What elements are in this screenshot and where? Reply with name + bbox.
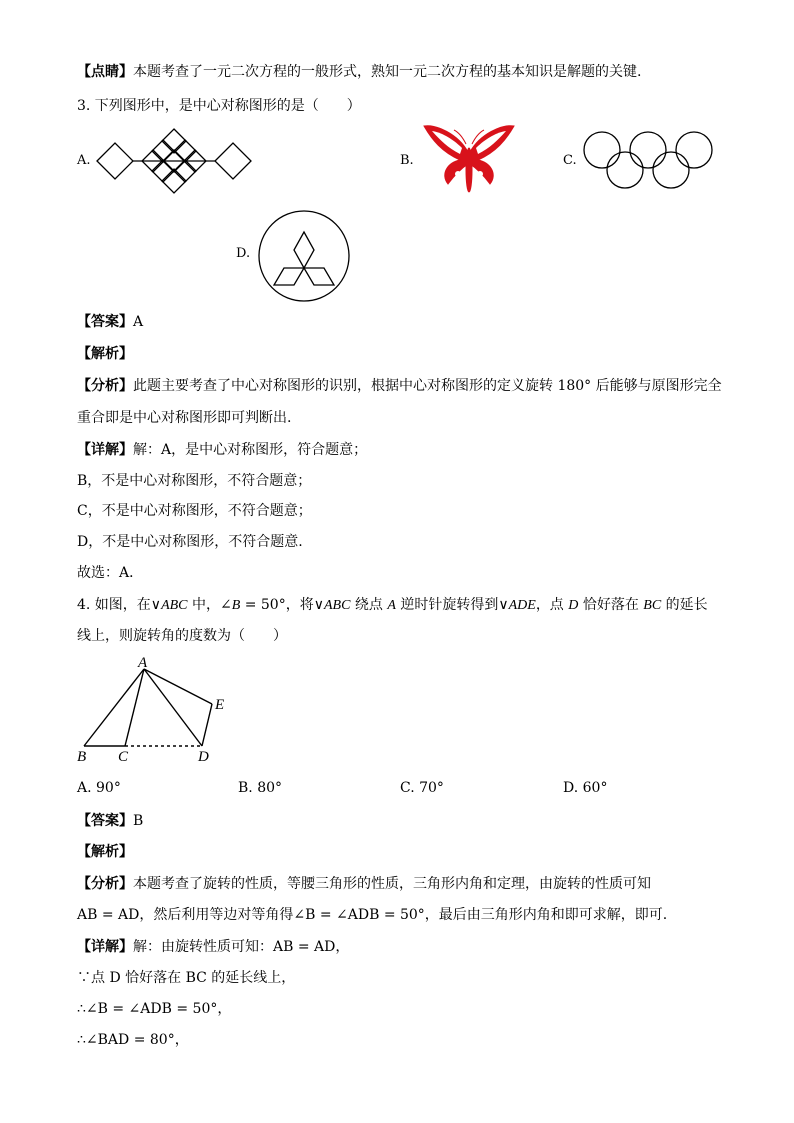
fenxi-tag: 【分析】 — [77, 876, 133, 892]
q3-option-a-figure — [93, 126, 255, 196]
q4-stem-var: BC — [643, 598, 662, 613]
q4-stem-part: ，点 — [535, 597, 569, 613]
q3-detail-line-1 — [77, 440, 367, 460]
remark-text: 本题考查了一元二次方程的一般形式，熟知一元二次方程的基本知识是解题的关键. — [133, 64, 642, 80]
q3-fenxi-text-1: 此题主要考查了中心对称图形的识别，根据中心对称图形的定义旋转 180° 后能够与原图形完全 — [133, 378, 722, 394]
q3-detail-line-4: D，不是中心对称图形，不符合题意. — [77, 534, 303, 550]
q4-detail-line-3: ∴∠B = ∠ADB = 50°， — [77, 1001, 232, 1017]
q3-option-b-butterfly — [422, 122, 516, 200]
q4-stem-line-2: 线上，则旋转角的度数为（ ） — [77, 628, 287, 644]
q3-option-a-label: A. — [77, 153, 91, 168]
q4-fenxi-line-2: AB = AD，然后利用等边对等角得∠B = ∠ADB = 50°，最后由三角形内角和即可求解，即可. — [77, 907, 668, 923]
q4-detail-line-4: ∴∠BAD = 80°， — [77, 1032, 189, 1048]
q3-option-c-rings — [580, 128, 718, 192]
q4-stem-part: 4. 如图，在∨ — [77, 597, 162, 613]
q4-detail-text-1: 解：由旋转性质可知：AB = AD， — [133, 939, 350, 955]
remark-tag: 【点睛】 — [77, 64, 133, 80]
q4-choice-b: B. 80° — [238, 780, 283, 796]
label-B: B — [77, 749, 87, 765]
q4-stem-var: ABC — [323, 598, 351, 613]
q4-fenxi-text-1: 本题考查了旋转的性质，等腰三角形的性质，三角形内角和定理，由旋转的性质可知 — [133, 876, 651, 892]
q4-detail-line-1 — [77, 937, 349, 957]
q4-stem-var: B — [231, 598, 241, 613]
q4-stem-part: 绕点 — [350, 597, 388, 613]
q4-answer: B — [133, 813, 144, 829]
label-C: C — [118, 749, 129, 765]
q3-detail-line-2: B，不是中心对称图形，不符合题意； — [77, 473, 312, 489]
q4-fenxi-line-1 — [77, 874, 651, 894]
remark-line — [77, 62, 641, 82]
q4-stem-part: 逆时针旋转得到∨ — [395, 597, 509, 613]
q4-stem-var: ABC — [161, 598, 188, 613]
q4-stem-var: A — [387, 598, 396, 613]
label-D: D — [198, 749, 209, 765]
q4-stem-part: = 50°，将∨ — [240, 597, 324, 613]
q4-answer-line — [77, 811, 143, 831]
q3-choose-line: 故选：A． — [77, 565, 144, 581]
fenxi-tag: 【分析】 — [77, 378, 133, 394]
q4-choice-a: A. 90° — [77, 780, 121, 796]
q4-detail-line-2: ∵点 D 恰好落在 BC 的延长线上， — [77, 970, 296, 986]
q3-detail-line-3: C，不是中心对称图形，不符合题意； — [77, 503, 312, 519]
q4-stem-var: D — [568, 598, 579, 613]
q3-option-b-label: B. — [400, 153, 414, 168]
q3-stem: 3. 下列图形中，是中心对称图形的是（ ） — [77, 98, 361, 114]
q3-answer-line — [77, 312, 143, 332]
q4-analysis-tag: 【解析】 — [77, 844, 133, 860]
q4-triangle-figure — [72, 655, 242, 767]
q3-fenxi-line-2: 重合即是中心对称图形即可判断出. — [77, 410, 292, 426]
q4-stem-part: 恰好落在 — [578, 597, 644, 613]
q4-choice-c: C. 70° — [400, 780, 444, 796]
answer-tag: 【答案】 — [77, 813, 133, 829]
q4-stem-part: 的延长 — [661, 597, 708, 613]
q4-stem-line-1 — [77, 595, 708, 616]
detail-tag: 【详解】 — [77, 442, 133, 458]
q3-answer: A — [133, 314, 144, 330]
q3-detail-text-1: 解：A，是中心对称图形，符合题意； — [133, 442, 368, 458]
detail-tag: 【详解】 — [77, 939, 133, 955]
q3-option-d-label: D. — [236, 246, 251, 261]
q3-option-d-figure — [256, 208, 352, 304]
answer-tag: 【答案】 — [77, 314, 133, 330]
label-A: A — [138, 655, 148, 671]
q4-stem-var: ADE — [508, 598, 536, 613]
q4-choice-d: D. 60° — [563, 780, 608, 796]
q3-fenxi-line-1 — [77, 376, 722, 396]
q3-analysis-tag: 【解析】 — [77, 346, 133, 362]
label-E: E — [215, 697, 225, 713]
q3-option-c-label: C. — [563, 153, 577, 168]
q4-stem-part: 中，∠ — [187, 597, 232, 613]
